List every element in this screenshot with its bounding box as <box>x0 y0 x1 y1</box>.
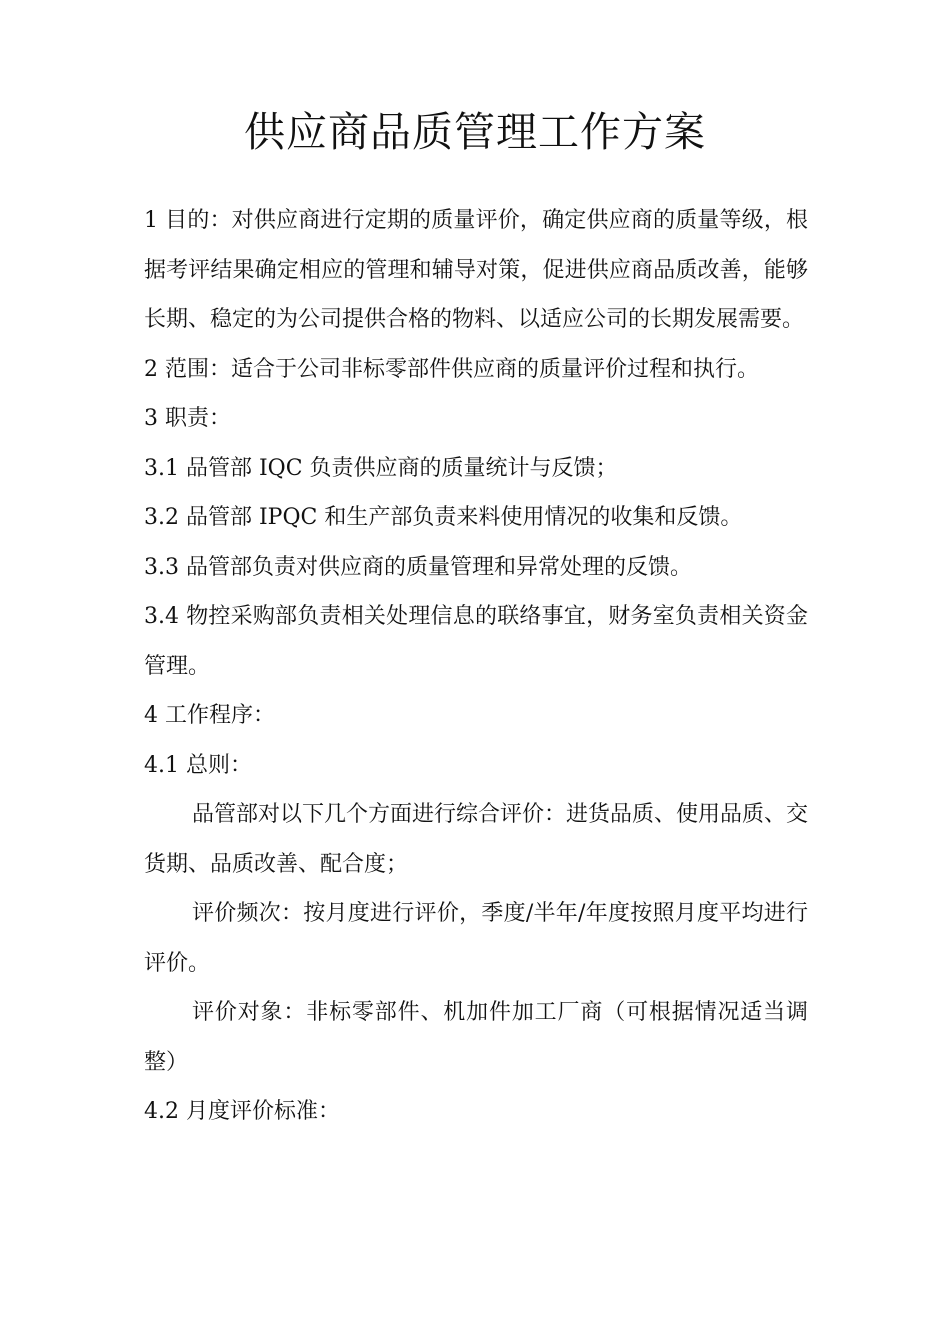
paragraph-responsibility-3-3: 3.3 品管部负责对供应商的质量管理和异常处理的反馈。 <box>144 554 692 580</box>
document-body <box>144 196 808 1137</box>
paragraph-procedure-heading: 4 工作程序： <box>144 703 275 728</box>
paragraph-scope: 2 范围：适合于公司非标零部件供应商的质量评价过程和执行。 <box>144 356 759 382</box>
paragraph-evaluation-targets: 评价对象：非标零部件、机加件加工厂商（可根据情况适当调整） <box>144 1000 808 1075</box>
paragraph-general-heading: 4.1 总则： <box>144 752 252 778</box>
paragraph-evaluation-frequency: 评价频次：按月度进行评价，季度/半年/年度按照月度平均进行评价。 <box>144 901 808 976</box>
paragraph-responsibility-3-2: 3.2 品管部 IPQC 和生产部负责来料使用情况的收集和反馈。 <box>144 505 743 530</box>
paragraph-evaluation-aspects: 品管部对以下几个方面进行综合评价：进货品质、使用品质、交货期、品质改善、配合度； <box>144 802 809 877</box>
paragraph-monthly-criteria-heading: 4.2 月度评价标准： <box>144 1099 340 1124</box>
paragraph-purpose: 1 目的：对供应商进行定期的质量评价，确定供应商的质量等级，根据考评结果确定相应的管理和辅导对策，促进供应商品质改善，能够长期、稳定的为公司提供合格的物料、以适应公司的长期发展需要。 <box>144 208 808 332</box>
document-title: 供应商品质管理工作方案 <box>244 108 706 156</box>
paragraph-responsibility-3-1: 3.1 品管部 IQC 负责供应商的质量统计与反馈； <box>144 455 618 481</box>
paragraph-responsibility-3-4: 3.4 物控采购部负责相关处理信息的联络事宜，财务室负责相关资金管理。 <box>144 604 808 679</box>
paragraph-responsibilities-heading: 3 职责： <box>144 406 231 431</box>
